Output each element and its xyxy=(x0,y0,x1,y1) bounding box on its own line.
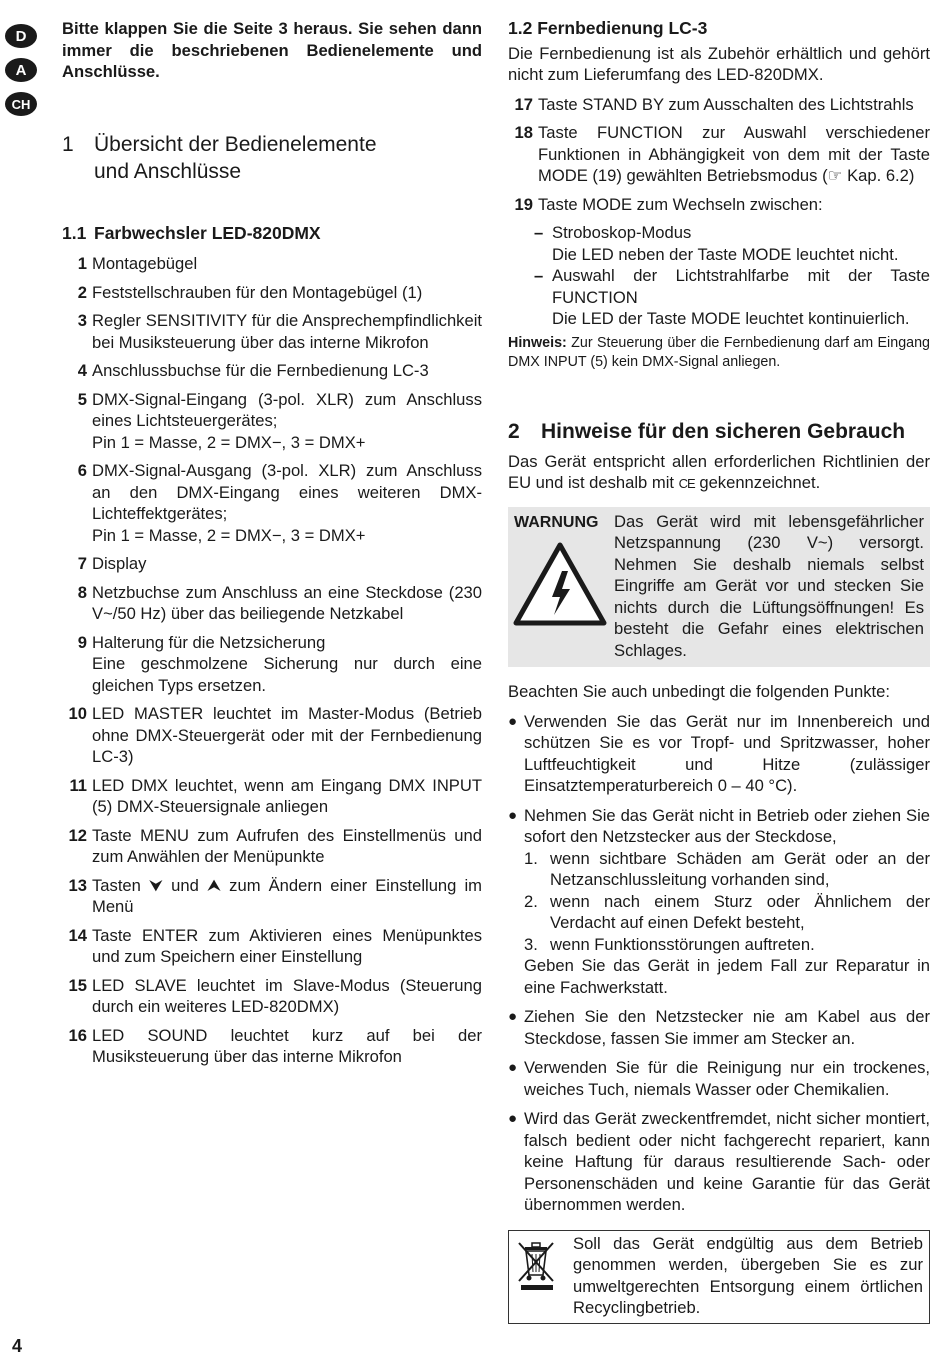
mode-option-status: Die LED neben der Taste MODE leuchtet nicht. xyxy=(552,244,899,264)
remote-parts-list xyxy=(508,94,930,216)
bullet-text xyxy=(524,1108,930,1216)
bullet-dot-icon: ● xyxy=(508,806,518,824)
section-title: Hinweise für den sicheren Gebrauch xyxy=(541,419,906,443)
item-text-line: Taste ENTER zum Aktivieren eines Menüpunktes und zum Speichern einer Einstellung xyxy=(92,925,482,966)
mode-option-text xyxy=(552,222,930,265)
subsection-number: 1.1 xyxy=(62,222,87,243)
numbered-sub-item xyxy=(524,848,930,891)
bullet-main-text: Verwenden Sie das Gerät nur im Innenbereich und schützen Sie es vor Tropf- und Spritzwasser, hoher Luftfeuchtigkeit und Hitze (zulässiger Einsatztemperaturbereich 0 – 40 °C). xyxy=(524,711,930,795)
mode-option-status: Die LED der Taste MODE leuchtet kontinuierlich. xyxy=(552,309,910,328)
subsection-1-1-heading xyxy=(62,223,482,245)
dash-marker: – xyxy=(534,266,544,285)
safety-bullet-list xyxy=(508,711,930,1216)
item-text-line: Taste STAND BY zum Ausschalten des Lichtstrahls xyxy=(538,94,914,114)
sub-item-number: 1. xyxy=(524,848,538,868)
section-2-heading xyxy=(508,418,930,445)
item-number: 4 xyxy=(77,361,87,380)
item-number: 19 xyxy=(514,194,533,214)
sub-item-text: wenn nach einem Sturz oder Ähnlichem der Verdacht auf einen Defekt besteht, xyxy=(550,891,930,932)
item-text xyxy=(534,94,930,116)
item-text xyxy=(88,460,482,546)
item-number: 14 xyxy=(68,925,87,945)
item-text-continuation: Pin 1 = Masse, 2 = DMX−, 3 = DMX+ xyxy=(92,525,366,545)
country-badge-d: D xyxy=(5,24,37,48)
item-text xyxy=(88,282,482,304)
item-text-line: Regler SENSITIVITY für die Ansprechempfindlichkeit bei Musiksteuerung über das interne Mikrofon xyxy=(92,311,482,352)
list-item xyxy=(62,825,482,868)
list-item xyxy=(508,194,930,216)
item-number: 9 xyxy=(77,632,87,652)
list-item xyxy=(62,253,482,275)
points-intro: Beachten Sie auch unbedingt die folgenden Punkte: xyxy=(508,682,890,701)
list-item xyxy=(62,282,482,304)
bullet-dot-icon: ● xyxy=(508,1059,518,1076)
item-text xyxy=(88,775,482,818)
item-text-line: Montagebügel xyxy=(92,254,198,273)
item-text xyxy=(88,582,482,625)
parts-list xyxy=(62,253,482,1068)
item-text xyxy=(88,360,482,382)
item-text-line: Netzbuchse zum Anschluss an eine Steckdose (230 V~/50 Hz) über das beiliegende Netzkabel xyxy=(92,582,482,623)
item-text xyxy=(88,553,482,575)
item-text-line: LED SLAVE leuchtet im Slave-Modus (Steuerung durch ein weiteres LED-820DMX) xyxy=(92,975,482,1016)
item-text-continuation: Eine geschmolzene Sicherung nur durch eine gleichen Typs ersetzen. xyxy=(92,654,482,695)
mode-option xyxy=(508,222,930,265)
sub-item-text: wenn Funktionsstörungen auftreten. xyxy=(550,934,815,954)
list-item xyxy=(62,360,482,382)
list-item xyxy=(62,775,482,818)
item-text xyxy=(88,925,482,968)
item-text xyxy=(88,1025,482,1068)
list-item xyxy=(62,1025,482,1068)
list-item xyxy=(62,582,482,625)
crossed-out-bin-icon xyxy=(515,1237,559,1293)
item-number: 13 xyxy=(68,875,87,895)
conformity-text xyxy=(508,451,930,495)
bullet-main-text: Verwenden Sie für die Reinigung nur ein trockenes, weiches Tuch, niemals Wasser oder Chemikalien. xyxy=(524,1058,930,1099)
hint-label: Hinweis: xyxy=(508,334,567,351)
item-text-line: Taste FUNCTION zur Auswahl verschiedener Funktionen in Abhängigkeit von dem mit der Taste MODE (19) gewählten Betriebsmodus (☞ Kap. 6.2) xyxy=(538,123,930,185)
item-text-line: Taste MODE zum Wechseln zwischen: xyxy=(538,194,823,214)
item-text xyxy=(88,975,482,1018)
item-number: 18 xyxy=(514,123,533,142)
sub-item-number: 3. xyxy=(524,934,538,954)
bullet-item xyxy=(508,1006,930,1049)
hint-text: Zur Steuerung über die Fernbedienung darf am Eingang DMX INPUT (5) kein DMX-Signal anliegen. xyxy=(508,334,930,370)
list-item xyxy=(508,94,930,116)
section-1-heading xyxy=(62,131,482,185)
item-number: 10 xyxy=(68,704,87,723)
item-text-line: DMX-Signal-Eingang (3-pol. XLR) zum Anschluss eines Lichtsteuergerätes; xyxy=(92,389,482,430)
left-column xyxy=(62,18,482,1075)
bullet-text xyxy=(524,711,930,797)
disposal-box xyxy=(508,1230,930,1324)
item-number: 16 xyxy=(68,1025,87,1045)
item-number: 1 xyxy=(77,254,87,273)
bullet-item xyxy=(508,1108,930,1216)
item-number: 15 xyxy=(68,975,87,995)
bullet-dot-icon: ● xyxy=(508,712,518,730)
conformity-text-a: Das Gerät entspricht allen erforderlichen Richtlinien der EU und ist deshalb mit xyxy=(508,451,930,492)
item-text xyxy=(88,825,482,868)
list-item xyxy=(62,389,482,454)
bullet-item xyxy=(508,1057,930,1100)
dash-marker: – xyxy=(534,223,544,242)
item-text-line: Feststellschrauben für den Montagebügel (1) xyxy=(92,282,423,302)
sub-item-text: wenn sichtbare Schäden am Gerät oder an der Netzanschlussleitung vorhanden sind, xyxy=(550,848,930,889)
mode-options-list xyxy=(508,222,930,330)
sub-item-number: 2. xyxy=(524,891,538,911)
item-text-line: LED DMX leuchtet, wenn am Eingang DMX INPUT (5) DMX-Steuersignale anliegen xyxy=(92,775,482,816)
item-number: 5 xyxy=(77,389,87,409)
numbered-sub-item xyxy=(524,934,930,956)
item-number: 11 xyxy=(69,775,87,795)
country-badge-ch: CH xyxy=(5,92,37,116)
item-text-line: Halterung für die Netzsicherung xyxy=(92,632,326,652)
bullet-item xyxy=(508,805,930,999)
list-item xyxy=(62,703,482,768)
item-text xyxy=(88,389,482,454)
ce-mark: CE xyxy=(678,476,695,491)
item-number: 2 xyxy=(77,282,87,302)
list-item xyxy=(62,975,482,1018)
list-item xyxy=(62,925,482,968)
item-number: 17 xyxy=(514,94,533,114)
bullet-dot-icon: ● xyxy=(508,1008,518,1025)
page-number: 4 xyxy=(12,1336,23,1356)
section-number: 1 xyxy=(62,132,74,156)
section-number: 2 xyxy=(508,419,520,443)
item-text-line: LED SOUND leuchtet kurz auf bei der Musiksteuerung über das interne Mikrofon xyxy=(92,1025,482,1066)
item-text-line: Anschlussbuchse für die Fernbedienung LC-3 xyxy=(92,361,429,380)
item-number: 6 xyxy=(77,461,87,480)
item-text xyxy=(88,875,482,918)
item-text-line: LED MASTER leuchtet im Master-Modus (Betrieb ohne DMX-Steuergerät oder mit der Fernbedienung LC-3) xyxy=(92,704,482,766)
bullet-main-text: Ziehen Sie den Netzstecker nie am Kabel aus der Steckdose, fassen Sie immer am Stecker an. xyxy=(524,1007,930,1048)
conformity-text-b: gekennzeichnet. xyxy=(699,473,821,492)
list-item xyxy=(62,875,482,918)
list-item xyxy=(508,122,930,187)
item-text-continuation: Pin 1 = Masse, 2 = DMX−, 3 = DMX+ xyxy=(92,432,366,452)
mode-option-title: Auswahl der Lichtstrahlfarbe mit der Taste FUNCTION xyxy=(552,266,930,307)
bullet-text xyxy=(524,1006,930,1049)
item-text-line: Display xyxy=(92,554,147,573)
intro-text: Bitte klappen Sie die Seite 3 heraus. Sie sehen dann immer die beschriebenen Bedienelemente und Anschlüsse. xyxy=(62,19,482,81)
country-badge-a: A xyxy=(5,58,37,82)
item-text xyxy=(88,703,482,768)
item-number: 8 xyxy=(77,582,87,602)
high-voltage-warning-icon xyxy=(512,541,608,629)
bullet-item xyxy=(508,711,930,797)
item-text-line: Taste MENU zum Aufrufen des Einstellmenüs und zum Anwählen der Menüpunkte xyxy=(92,825,482,866)
section-title: Übersicht der Bedienelemente und Anschlüsse xyxy=(94,132,377,183)
list-item xyxy=(62,553,482,575)
hint-note xyxy=(508,334,930,372)
numbered-sub-item xyxy=(524,891,930,934)
warning-text: Das Gerät wird mit lebensgefährlicher Netzspannung (230 V~) versorgt. Nehmen Sie deshalb niemals selbst Eingriffe am Gerät vor und stecken Sie nichts durch die Lüftungsöffnungen! Es besteht die Gefahr eines elektrischen Schlages. xyxy=(614,511,924,660)
item-text xyxy=(534,122,930,187)
mode-option-title: Stroboskop-Modus xyxy=(552,223,692,242)
remote-intro-text: Die Fernbedienung ist als Zubehör erhältlich und gehört nicht zum Lieferumfang des LED-820DMX. xyxy=(508,43,930,84)
warning-label: WARNUNG xyxy=(514,513,599,531)
warning-box xyxy=(508,507,930,668)
list-item xyxy=(62,632,482,697)
subsection-1-2-heading: 1.2 Fernbedienung LC-3 xyxy=(508,18,708,38)
list-item xyxy=(62,310,482,353)
bullet-text xyxy=(524,1057,930,1100)
item-text-line: DMX-Signal-Ausgang (3-pol. XLR) zum Anschluss an den DMX-Eingang eines weiteren DMX-Lichteffektgerätes; xyxy=(92,461,482,523)
list-item xyxy=(62,460,482,546)
subsection-title: Farbwechsler LED-820DMX xyxy=(94,222,321,243)
mode-option-text xyxy=(552,265,930,330)
bullet-text xyxy=(524,805,930,999)
right-column xyxy=(508,18,930,1324)
disposal-text: Soll das Gerät endgültig aus dem Betrieb genommen werden, übergeben Sie es zur umweltgerechten Entsorgung einem örtlichen Recyclingbetrieb. xyxy=(573,1233,923,1317)
item-number: 3 xyxy=(77,311,87,330)
mode-option xyxy=(508,265,930,330)
item-text xyxy=(88,253,482,275)
item-text xyxy=(88,310,482,353)
item-number: 7 xyxy=(77,554,87,573)
bullet-main-text: Nehmen Sie das Gerät nicht in Betrieb oder ziehen Sie sofort den Netzstecker aus der Steckdose, xyxy=(524,805,930,846)
item-text xyxy=(88,632,482,697)
bullet-main-text: Wird das Gerät zweckentfremdet, nicht sicher montiert, falsch bedient oder nicht fachgerecht repariert, kann keine Haftung für daraus resultierende Sach- oder Personenschäden und keine Garantie für das Gerät übernommen werden. xyxy=(524,1109,930,1214)
item-number: 12 xyxy=(68,825,87,845)
bullet-after-text: Geben Sie das Gerät in jedem Fall zur Reparatur in eine Fachwerkstatt. xyxy=(524,956,930,997)
bullet-dot-icon: ● xyxy=(508,1110,518,1127)
item-text-line: Tasten ⮟ und ⮝ zum Ändern einer Einstellung im Menü xyxy=(92,875,482,916)
item-text xyxy=(534,194,930,216)
